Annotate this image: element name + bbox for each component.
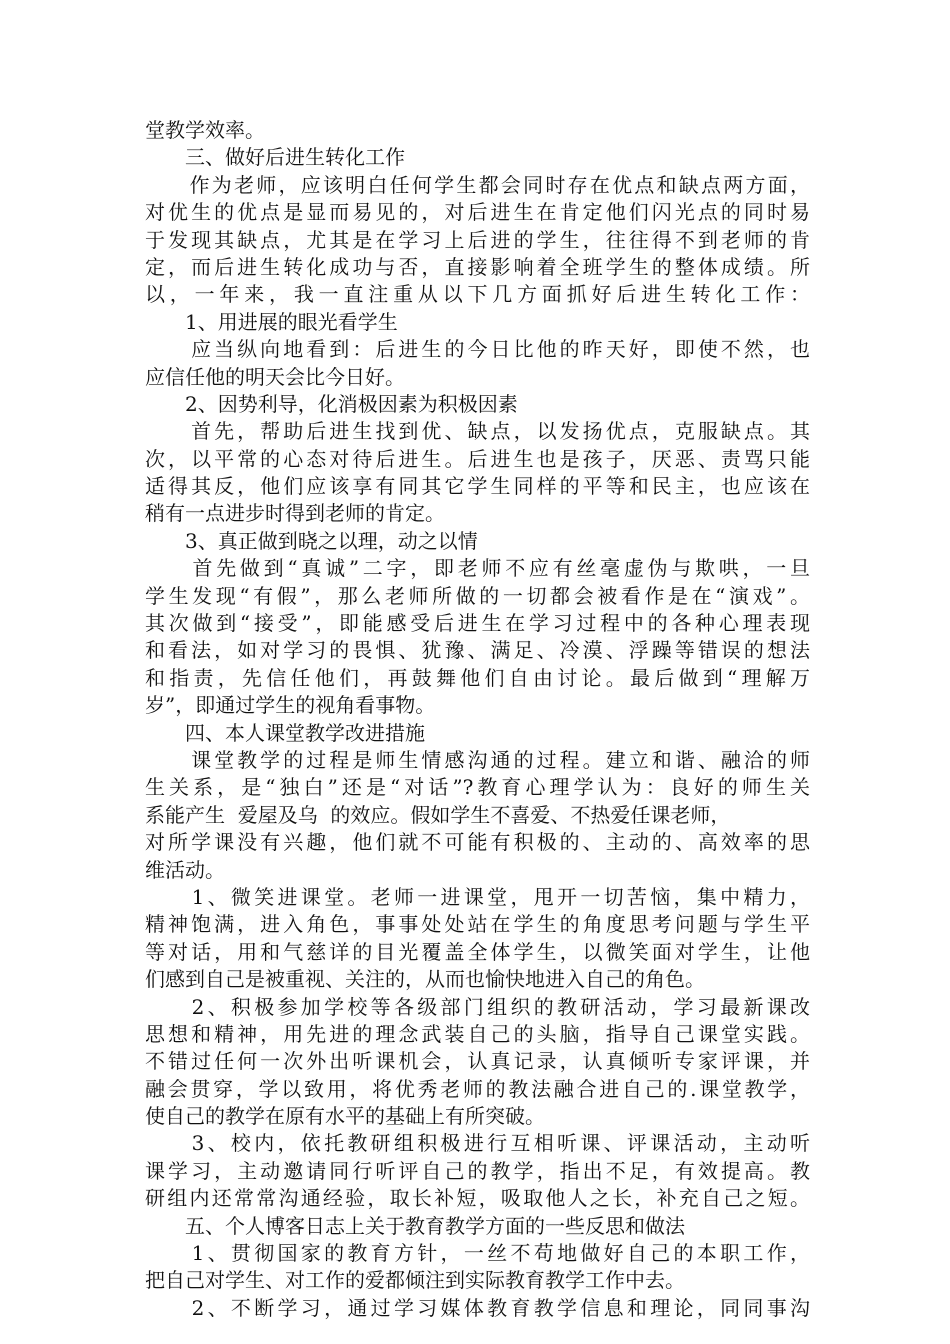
text-line: 课堂教学的过程是师生情感沟通的过程。建立和谐、融洽的师 [145, 747, 810, 772]
text-line: 生关系，是“独白”还是“对话”?教育心理学认为：良好的师生关 [145, 775, 810, 800]
text-line: 1、微笑进课堂。老师一进课堂，甩开一切苦恼，集中精力， [145, 884, 810, 909]
text-line: 应当纵向地看到：后进生的今日比他的昨天好，即使不然，也 [145, 337, 810, 362]
text-line: 课学习，主动邀请同行听评自己的教学，指出不足，有效提高。教 [145, 1158, 810, 1183]
text-line: 系能产生 爱屋及乌 的效应。假如学生不喜爱、不热爱任课老师， [145, 802, 731, 827]
text-line: 研组内还常常沟通经验，取长补短，吸取他人之长，补充自己之短。 [145, 1186, 810, 1211]
text-line: 以，一年来，我一直注重从以下几方面抓好后进生转化工作： [145, 282, 810, 307]
text-line: 3、校内，依托教研组积极进行互相听课、评课活动，主动听 [145, 1131, 810, 1156]
text-line: 五、个人博客日志上关于教育教学方面的一些反思和做法 [145, 1213, 685, 1238]
text-line: 应信任他的明天会比今日好。 [145, 364, 405, 389]
text-line: 首先，帮助后进生找到优、缺点，以发扬优点，克服缺点。其 [145, 419, 810, 444]
text-line: 于发现其缺点，尤其是在学习上后进的学生，往往得不到老师的肯 [145, 227, 810, 252]
text-line: 不错过任何一次外出听课机会，认真记录，认真倾听专家评课，并 [145, 1049, 810, 1074]
text-line: 精神饱满，进入角色，事事处处站在学生的角度思考问题与学生平 [145, 912, 810, 937]
text-line: 等对话，用和气慈详的目光覆盖全体学生，以微笑面对学生，让他 [145, 939, 810, 964]
text-line: 和指责，先信任他们，再鼓舞他们自由讨论。最后做到“理解万 [145, 665, 810, 690]
text-line: 首先做到“真诚”二字，即老师不应有丝毫虚伪与欺哄，一旦 [145, 556, 810, 581]
text-line: 定，而后进生转化成功与否，直接影响着全班学生的整体成绩。所 [145, 254, 810, 279]
text-line: 作为老师，应该明白任何学生都会同时存在优点和缺点两方面， [145, 172, 810, 197]
text-line: 岁”，即通过学生的视角看事物。 [145, 693, 436, 718]
text-line: 使自己的教学在原有水平的基础上有所突破。 [145, 1104, 545, 1129]
text-line: 融会贯穿，学以致用，将优秀老师的教法融合进自己的.课堂教学， [145, 1076, 810, 1101]
text-line: 对优生的优点是显而易见的，对后进生在肯定他们闪光点的同时易 [145, 200, 810, 225]
text-line: 2、积极参加学校等各级部门组织的教研活动，学习最新课改 [145, 994, 810, 1019]
text-line: 和看法，如对学习的畏惧、犹豫、满足、冷漠、浮躁等错误的想法 [145, 638, 810, 663]
text-line: 2、因势利导，化消极因素为积极因素 [145, 391, 518, 416]
document-body [145, 117, 810, 1322]
text-line: 三、做好后进生转化工作 [145, 145, 405, 170]
text-line: 3、真正做到晓之以理，动之以情 [145, 528, 478, 553]
text-line: 学生发现“有假”，那么老师所做的一切都会被看作是在“演戏”。 [145, 583, 810, 608]
text-line: 稍有一点进步时得到老师的肯定。 [145, 501, 445, 526]
text-line: 对所学课没有兴趣，他们就不可能有积极的、主动的、高效率的思 [145, 830, 810, 855]
text-line: 1、贯彻国家的教育方针，一丝不苟地做好自己的本职工作， [145, 1241, 810, 1266]
text-line: 堂教学效率。 [145, 118, 265, 142]
text-line: 思想和精神，用先进的理念武装自己的头脑，指导自己课堂实践。 [145, 1021, 810, 1046]
text-line: 其次做到“接受”，即能感受后进生在学习过程中的各种心理表现 [145, 611, 810, 636]
text-line: 维活动。 [145, 857, 225, 882]
text-line: 把自己对学生、对工作的爱都倾注到实际教育教学工作中去。 [145, 1268, 685, 1293]
text-line: 四、本人课堂教学改进措施 [145, 720, 425, 745]
text-line: 1、用进展的眼光看学生 [145, 309, 398, 334]
text-line: 次，以平常的心态对待后进生。后进生也是孩子，厌恶、责骂只能 [145, 446, 810, 471]
text-line: 们感到自己是被重视、关注的，从而也愉快地进入自己的角色。 [145, 967, 705, 992]
text-line: 2、不断学习，通过学习媒体教育教学信息和理论，同同事沟 [145, 1295, 810, 1320]
text-line: 适得其反，他们应该享有同其它学生同样的平等和民主，也应该在 [145, 474, 810, 499]
